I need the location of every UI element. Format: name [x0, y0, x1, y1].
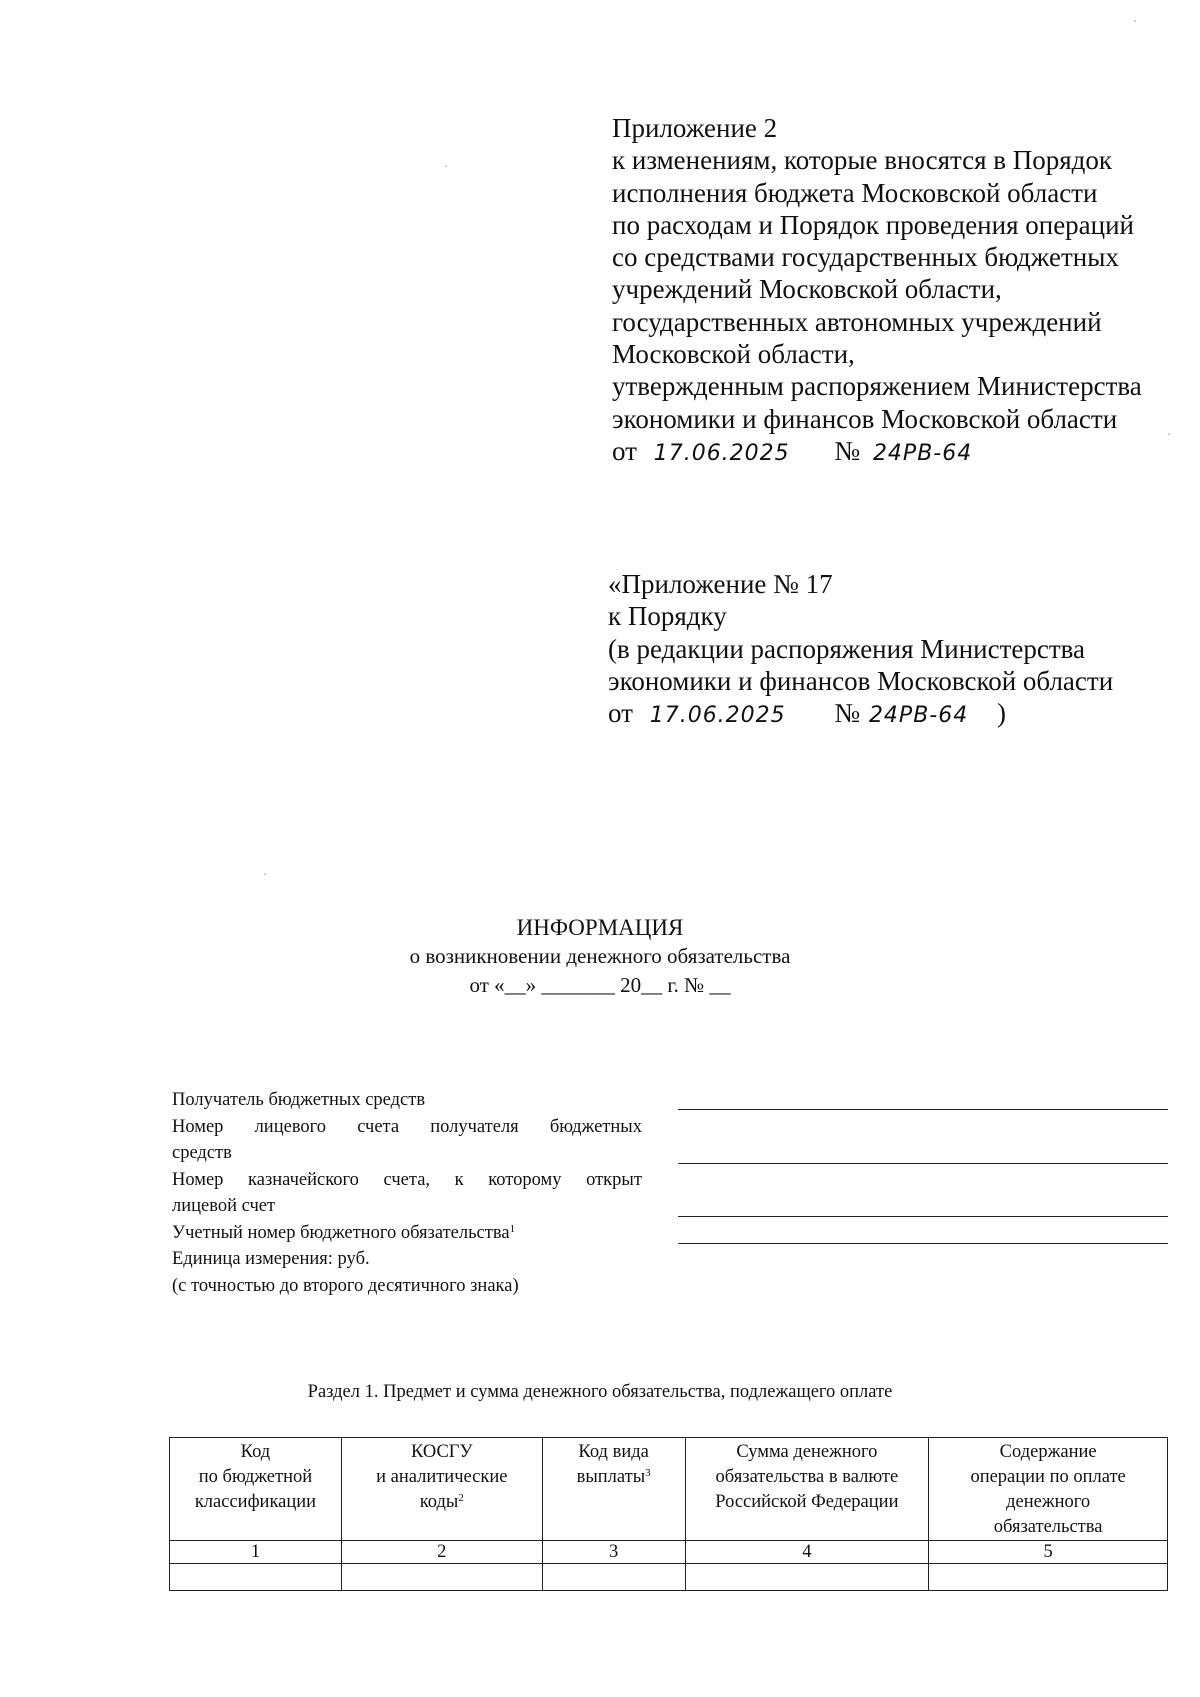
header-text: КОСГУ	[410, 1442, 473, 1462]
header-text: Код вида	[578, 1442, 649, 1462]
table-cell[interactable]	[929, 1564, 1168, 1591]
header-cell-amount	[685, 1438, 929, 1541]
date-prefix: от	[608, 698, 633, 729]
column-number: 2	[341, 1541, 542, 1564]
number-prefix: №	[834, 435, 861, 466]
title-date-line: от «__» _______ 20__ г. № __	[469, 973, 731, 997]
header-text: денежного	[1006, 1492, 1091, 1512]
treasury-label-line2: лицевой счет	[172, 1196, 276, 1216]
obligation-number-text: Учетный номер бюджетного обязательства	[172, 1222, 510, 1243]
appendix-header-line: со средствами государственных бюджетных	[612, 242, 1119, 273]
header-text: классификации	[194, 1492, 317, 1512]
recipient-label: Получатель бюджетных средств	[172, 1090, 426, 1110]
word: Номер	[172, 1116, 224, 1137]
footnote-marker: 3	[645, 1467, 651, 1479]
footnote-marker: 2	[458, 1492, 464, 1504]
account-label-line2: средств	[172, 1143, 232, 1163]
word: которому	[488, 1169, 562, 1190]
treasury-label-line1	[172, 1167, 642, 1194]
appendix-header-line: Московской области,	[612, 339, 855, 370]
title-main: ИНФОРМАЦИЯ	[516, 915, 684, 940]
handwritten-date: 17.06.2025	[653, 440, 790, 466]
appendix-header-line: экономики и финансов Московской области	[612, 403, 1118, 434]
column-number: 4	[685, 1541, 929, 1564]
obligation-number-fill-line[interactable]	[678, 1243, 1168, 1244]
info-fields	[172, 1087, 642, 1299]
scan-speck	[1168, 433, 1170, 435]
header-text: Код	[240, 1442, 271, 1462]
appendix-header-line: государственных автономных учреждений	[612, 306, 1102, 337]
header-text: выплаты	[576, 1467, 646, 1487]
quote-header	[608, 568, 1113, 732]
scan-speck	[445, 165, 447, 167]
title-subtitle: о возникновении денежного обязательства	[409, 944, 791, 968]
header-text: Содержание	[999, 1442, 1097, 1462]
word: счета,	[383, 1169, 431, 1190]
appendix-header-line: исполнения бюджета Московской области	[612, 177, 1098, 208]
section1-title: Раздел 1. Предмет и сумма денежного обязательства, подлежащего оплате	[307, 1382, 893, 1402]
appendix-header-line: утвержденным распоряжением Министерства	[612, 371, 1142, 402]
header-cell-budget-code	[170, 1438, 342, 1541]
table-cell[interactable]	[542, 1564, 685, 1591]
header-text: коды	[419, 1492, 459, 1512]
word: бюджетных	[549, 1116, 642, 1137]
column-number: 5	[929, 1541, 1168, 1564]
scan-speck	[264, 873, 266, 875]
date-prefix: от	[612, 435, 637, 466]
header-text: и аналитические	[376, 1467, 508, 1487]
header-cell-kosgu	[341, 1438, 542, 1541]
appendix-header-line: по расходам и Порядок проведения операций	[612, 209, 1135, 240]
appendix-header-line: учреждений Московской области,	[612, 274, 1002, 305]
word: казначейского	[248, 1169, 359, 1190]
column-number: 1	[170, 1541, 342, 1564]
word: к	[454, 1169, 464, 1190]
account-fill-line[interactable]	[678, 1163, 1168, 1164]
header-text: обязательства в валюте	[715, 1467, 899, 1487]
account-label-line1	[172, 1114, 642, 1141]
recipient-fill-line[interactable]	[678, 1109, 1168, 1110]
quote-header-line: (в редакции распоряжения Министерства	[608, 633, 1086, 664]
table-cell[interactable]	[685, 1564, 929, 1591]
table-cell[interactable]	[341, 1564, 542, 1591]
unit-label: Единица измерения: руб.	[172, 1249, 370, 1269]
header-text: по бюджетной	[198, 1467, 313, 1487]
closing-paren: )	[996, 698, 1006, 729]
appendix-date-line	[612, 435, 1142, 470]
table-cell[interactable]	[170, 1564, 342, 1591]
scan-speck	[1134, 20, 1136, 22]
handwritten-date: 17.06.2025	[649, 703, 786, 729]
footnote-marker: 1	[509, 1222, 516, 1235]
word: Номер	[172, 1169, 224, 1190]
quote-header-line: к Порядку	[608, 601, 727, 632]
header-text: Российской Федерации	[715, 1492, 899, 1512]
appendix-header-line: Приложение 2	[612, 113, 778, 143]
section1-table	[169, 1437, 1168, 1591]
column-number: 3	[542, 1541, 685, 1564]
quote-date-line	[608, 697, 1113, 732]
handwritten-number: 24РВ-64	[868, 703, 969, 729]
handwritten-number: 24РВ-64	[872, 440, 973, 466]
quote-header-line: экономики и финансов Московской области	[608, 665, 1114, 696]
header-cell-payment-type	[542, 1438, 685, 1541]
word: открыт	[586, 1169, 642, 1190]
table-header-row	[170, 1438, 1168, 1541]
obligation-number-label	[172, 1220, 642, 1247]
appendix-header-line: к изменениям, которые вносятся в Порядок	[612, 145, 1113, 176]
word: счета	[357, 1116, 400, 1137]
word: лицевого	[254, 1116, 327, 1137]
treasury-account-fill-line[interactable]	[678, 1216, 1168, 1217]
header-cell-operation-content	[929, 1438, 1168, 1541]
appendix-header	[612, 112, 1142, 470]
header-text: обязательства	[993, 1517, 1103, 1537]
number-prefix: №	[834, 698, 861, 729]
header-text: операции по оплате	[970, 1467, 1126, 1487]
column-number-row	[170, 1541, 1168, 1564]
document-title	[0, 913, 1200, 1000]
precision-label: (с точностью до второго десятичного знака)	[172, 1275, 519, 1296]
quote-header-line: «Приложение № 17	[608, 569, 833, 599]
header-text: Сумма денежного	[736, 1442, 878, 1462]
word: получателя	[430, 1116, 519, 1137]
table-row	[170, 1564, 1168, 1591]
